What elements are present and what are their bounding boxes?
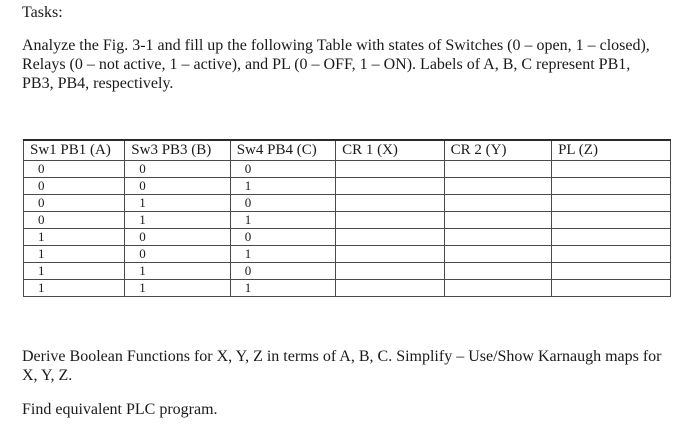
cell-b: 0 xyxy=(125,246,230,263)
cell-a: 0 xyxy=(24,178,125,195)
cell-b: 0 xyxy=(125,178,230,195)
cell-z[interactable] xyxy=(552,229,671,246)
plc-instruction: Find equivalent PLC program. xyxy=(22,401,218,418)
cell-z[interactable] xyxy=(552,280,671,297)
cell-a: 1 xyxy=(24,246,125,263)
header-sw4-pb4: Sw4 PB4 (C) xyxy=(230,140,335,161)
cell-c: 0 xyxy=(230,229,335,246)
cell-b: 0 xyxy=(125,229,230,246)
table-row xyxy=(24,178,671,195)
cell-y[interactable] xyxy=(444,178,551,195)
cell-c: 1 xyxy=(230,280,335,297)
cell-b: 1 xyxy=(125,263,230,280)
cell-c: 1 xyxy=(230,212,335,229)
header-cr1-x: CR 1 (X) xyxy=(336,140,445,161)
cell-y[interactable] xyxy=(444,161,551,178)
cell-x[interactable] xyxy=(336,178,445,195)
cell-z[interactable] xyxy=(552,161,671,178)
cell-z[interactable] xyxy=(552,178,671,195)
cell-y[interactable] xyxy=(444,195,551,212)
table-row xyxy=(24,212,671,229)
cell-z[interactable] xyxy=(552,246,671,263)
table-row xyxy=(24,161,671,178)
cell-x[interactable] xyxy=(336,246,445,263)
cell-a: 1 xyxy=(24,280,125,297)
cell-c: 1 xyxy=(230,246,335,263)
cell-x[interactable] xyxy=(336,263,445,280)
header-sw1-pb1: Sw1 PB1 (A) xyxy=(24,140,125,161)
header-sw3-pb3: Sw3 PB3 (B) xyxy=(125,140,230,161)
cell-z[interactable] xyxy=(552,212,671,229)
cell-a: 0 xyxy=(24,195,125,212)
table-row xyxy=(24,263,671,280)
cell-y[interactable] xyxy=(444,246,551,263)
cell-b: 0 xyxy=(125,161,230,178)
cell-x[interactable] xyxy=(336,161,445,178)
cell-c: 1 xyxy=(230,178,335,195)
table-row xyxy=(24,195,671,212)
intro-paragraph: Analyze the Fig. 3-1 and fill up the following Table with states of Switches (0 – open, 1 – closed), Relays (0 – not active, 1 – active), and PL (0 – OFF, 1 – ON). Labels of A, B, C represent PB1, PB3, PB4, respectively. xyxy=(22,37,650,92)
cell-b: 1 xyxy=(125,195,230,212)
cell-c: 0 xyxy=(230,195,335,212)
table-row xyxy=(24,246,671,263)
cell-a: 0 xyxy=(24,212,125,229)
table-row xyxy=(24,280,671,297)
cell-y[interactable] xyxy=(444,212,551,229)
cell-z[interactable] xyxy=(552,195,671,212)
truth-table xyxy=(23,139,671,297)
header-pl-z: PL (Z) xyxy=(552,140,671,161)
cell-x[interactable] xyxy=(336,195,445,212)
cell-a: 1 xyxy=(24,229,125,246)
cell-c: 0 xyxy=(230,263,335,280)
cell-y[interactable] xyxy=(444,280,551,297)
cell-a: 1 xyxy=(24,263,125,280)
cell-z[interactable] xyxy=(552,263,671,280)
cell-b: 1 xyxy=(125,212,230,229)
cell-b: 1 xyxy=(125,280,230,297)
cell-x[interactable] xyxy=(336,229,445,246)
table-header-row xyxy=(24,140,671,161)
tasks-heading: Tasks: xyxy=(22,4,63,21)
cell-y[interactable] xyxy=(444,229,551,246)
cell-c: 0 xyxy=(230,161,335,178)
derive-instructions: Derive Boolean Functions for X, Y, Z in terms of A, B, C. Simplify – Use/Show Karnaugh maps for X, Y, Z. xyxy=(22,348,662,384)
table-row xyxy=(24,229,671,246)
header-cr2-y: CR 2 (Y) xyxy=(444,140,551,161)
cell-y[interactable] xyxy=(444,263,551,280)
cell-x[interactable] xyxy=(336,280,445,297)
cell-a: 0 xyxy=(24,161,125,178)
cell-x[interactable] xyxy=(336,212,445,229)
